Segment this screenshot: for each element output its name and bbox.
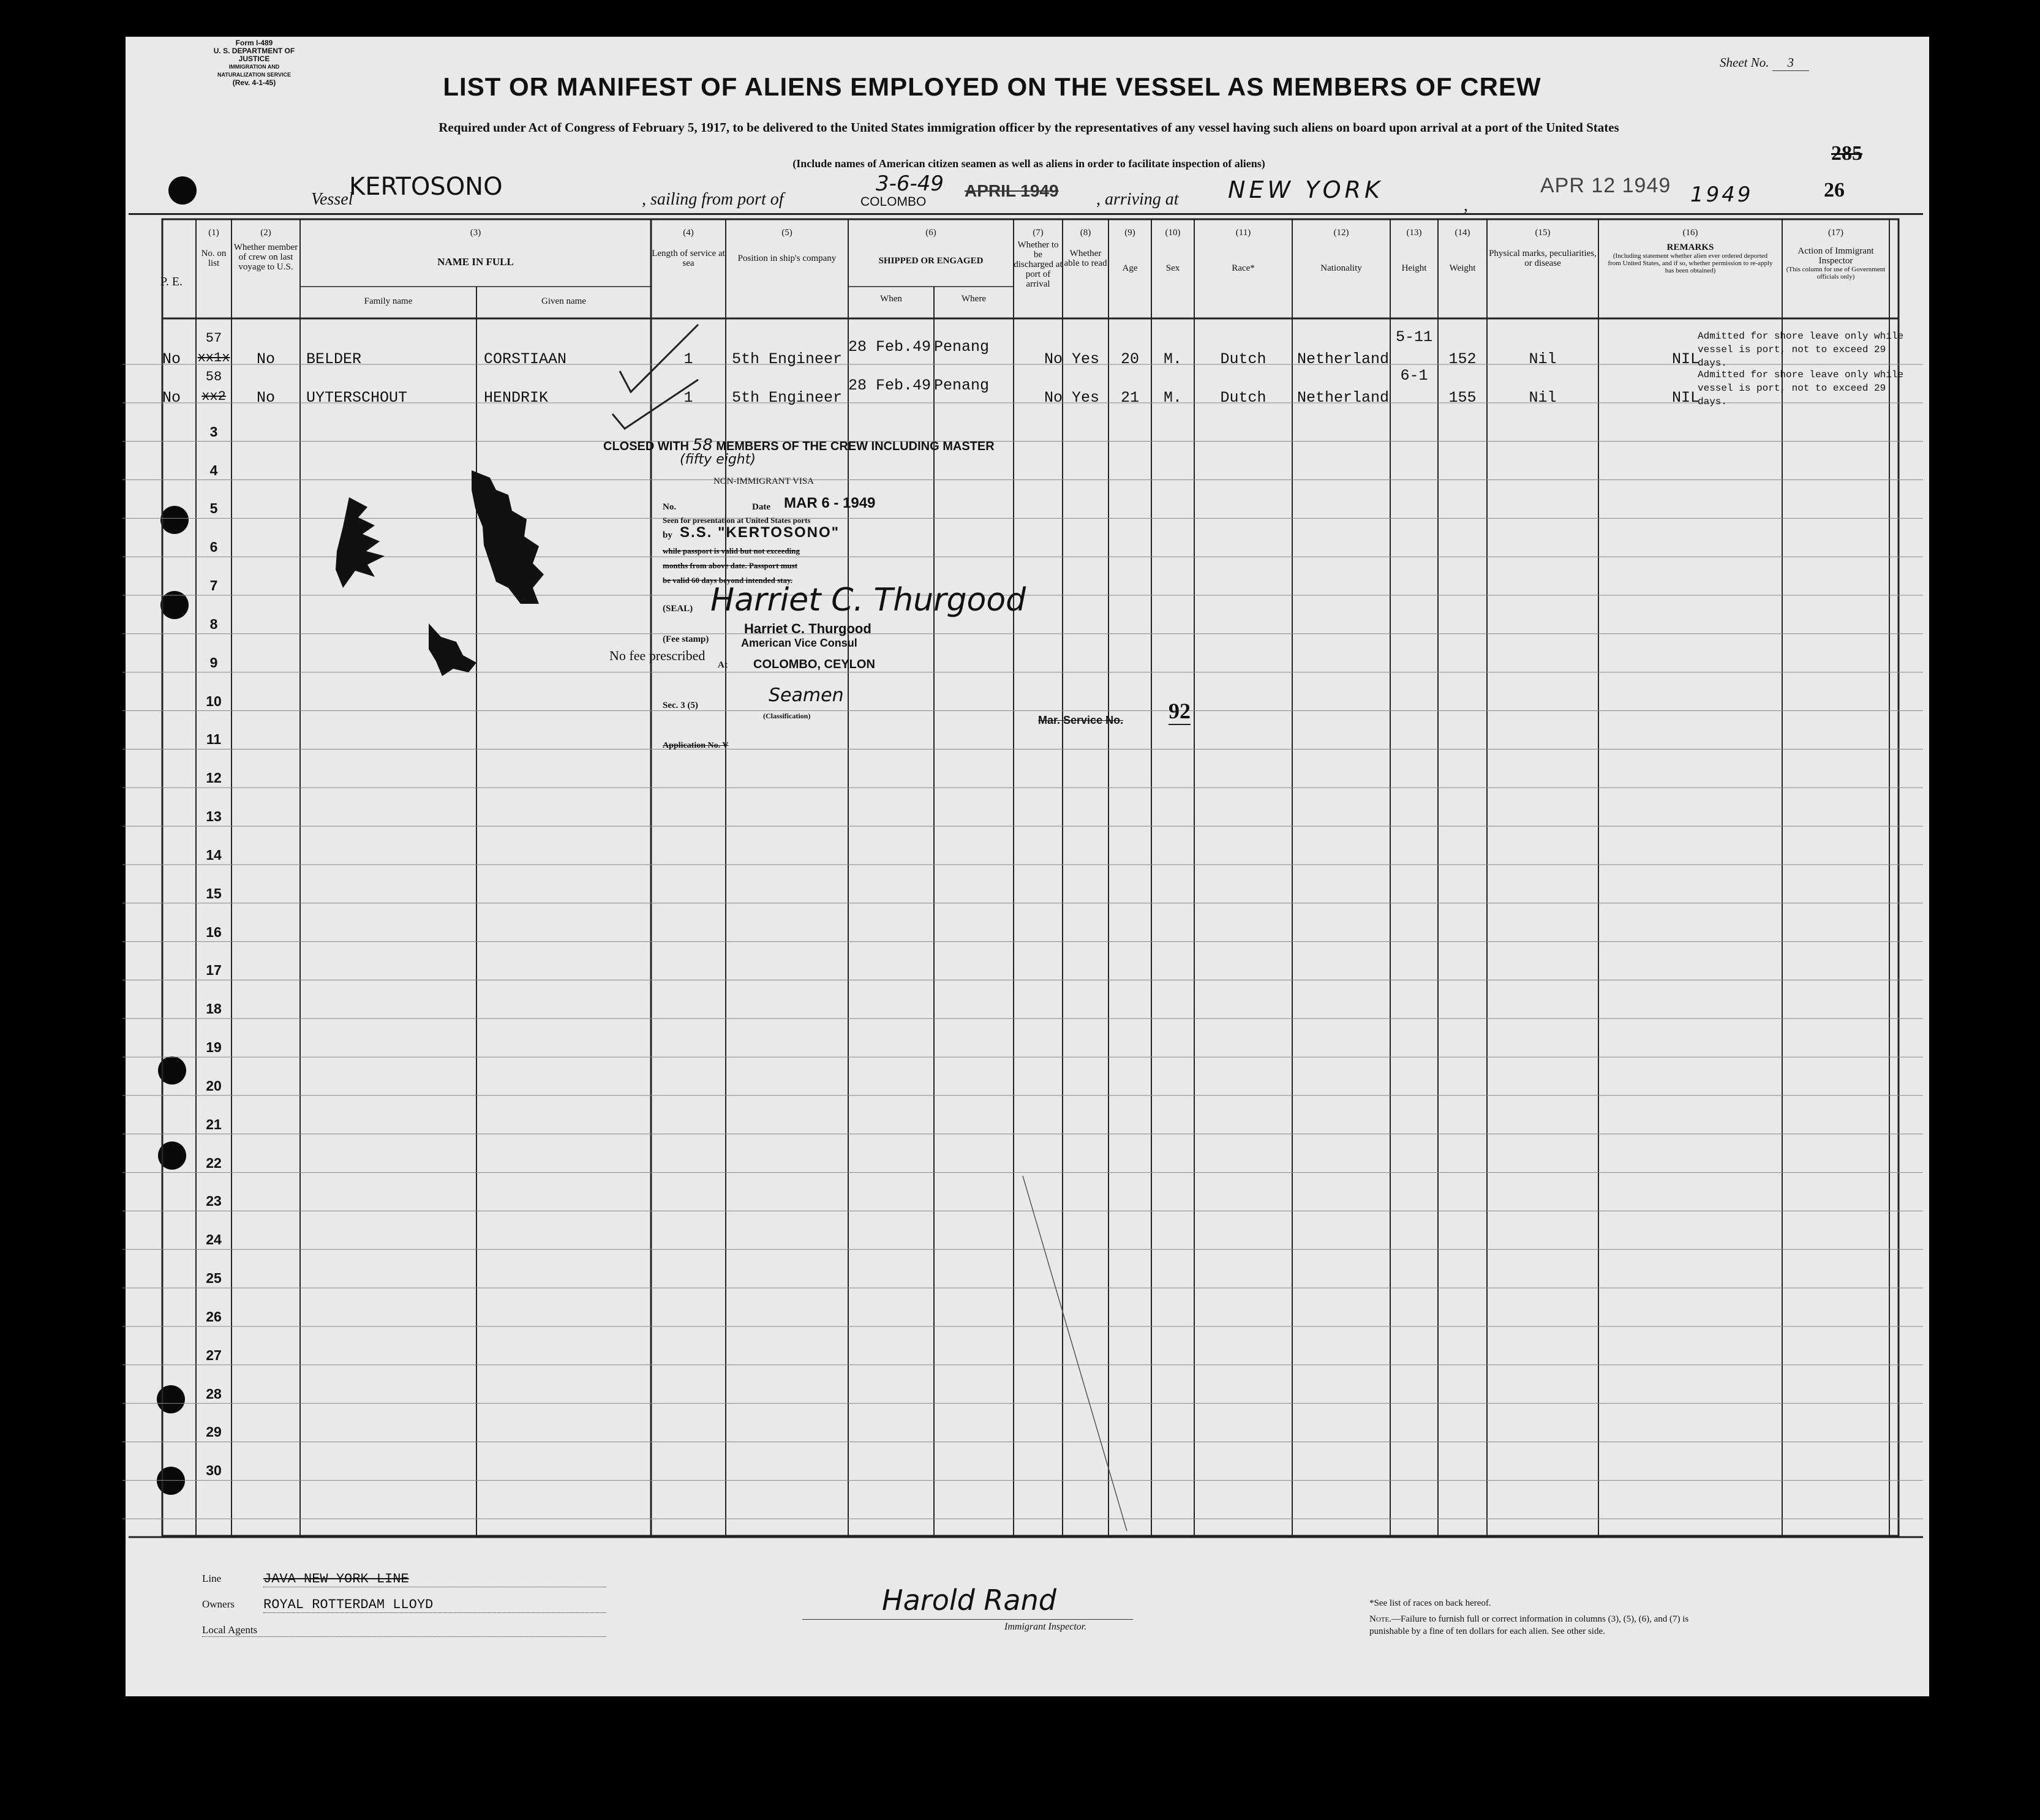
crew-when: 28 Feb.49 bbox=[848, 377, 932, 395]
crew-family: UYTERSCHOUT bbox=[306, 389, 408, 407]
closed-count: 58 bbox=[692, 436, 713, 454]
include-names-text: (Include names of American citizen seamen as well as aliens in order to facilitate inspection of aliens) bbox=[792, 157, 1265, 170]
crew-marks: Nil bbox=[1529, 350, 1557, 368]
crew-pe: No bbox=[162, 389, 181, 407]
sailing-port: COLOMBO bbox=[860, 195, 927, 209]
col-10-num: (10) bbox=[1165, 228, 1181, 238]
form-revision: (Rev. 4-1-45) bbox=[232, 78, 276, 87]
visa-valid-text-3: be valid 60 days beyond intended stay. bbox=[663, 576, 793, 585]
sailing-label: , sailing from port of bbox=[642, 190, 784, 209]
col-3-num: (3) bbox=[470, 228, 481, 238]
arrival-port: NEW YORK bbox=[1228, 176, 1383, 203]
arriving-label: , arriving at bbox=[1096, 190, 1179, 209]
visa-classification: Seamen bbox=[769, 685, 844, 706]
consul-name: Harriet C. Thurgood bbox=[744, 621, 871, 636]
col-4-label: Length of service at sea bbox=[652, 249, 725, 268]
struck-page-number: 285 bbox=[1831, 142, 1862, 165]
col-14-num: (14) bbox=[1455, 228, 1470, 238]
visa-valid-text-2: months from above date. Passport must bbox=[663, 561, 798, 570]
given-name-header: Given name bbox=[541, 296, 586, 306]
crew-given: CORSTIAAN bbox=[484, 350, 567, 368]
department-name: U. S. DEPARTMENT OF JUSTICE bbox=[213, 47, 295, 63]
row-number: 3 bbox=[209, 423, 218, 440]
row-number: 8 bbox=[209, 615, 218, 632]
crew-where: Penang bbox=[934, 338, 990, 356]
crew-list-number: 57 bbox=[205, 331, 222, 346]
crew-height: 6-1 bbox=[1400, 367, 1428, 385]
vessel-name: KERTOSONO bbox=[349, 173, 503, 201]
visa-date-label: Date bbox=[752, 502, 770, 512]
struck-sailing-date: APRIL 1949 bbox=[965, 181, 1059, 200]
col-6-label: SHIPPED OR ENGAGED bbox=[878, 256, 984, 266]
visa-stamp bbox=[663, 476, 865, 487]
crew-remarks: NIL bbox=[1671, 350, 1699, 368]
crew-read: Yes bbox=[1071, 350, 1099, 368]
visa-seal-label: (SEAL) bbox=[663, 604, 693, 614]
row-number: 29 bbox=[206, 1424, 222, 1440]
col-11-label: Race* bbox=[1232, 263, 1255, 273]
inspector-rule bbox=[802, 1619, 1133, 1620]
mar-service-label: Mar. Service No. bbox=[1038, 714, 1124, 726]
row-number: 17 bbox=[206, 962, 222, 979]
where-header: Where bbox=[962, 294, 986, 304]
crew-action: Admitted for shore leave only while vessel is port, not to exceed 29 days. bbox=[1698, 331, 1904, 369]
crew-discharged: No bbox=[1044, 350, 1063, 368]
col-17-label: Action of Immigrant Inspector bbox=[1797, 246, 1874, 266]
col-16-label: REMARKS bbox=[1666, 243, 1714, 252]
row-number: 22 bbox=[206, 1154, 222, 1171]
row-number: 24 bbox=[206, 1232, 222, 1248]
col-2-num: (2) bbox=[260, 228, 271, 238]
no-fee-prescribed: No fee prescribed bbox=[609, 648, 706, 663]
visa-vessel: S.S. "KERTOSONO" bbox=[680, 524, 840, 541]
crew-remarks: NIL bbox=[1671, 389, 1699, 407]
row-number: 15 bbox=[206, 885, 222, 901]
line-value: JAVA NEW YORK LINE bbox=[263, 1571, 606, 1587]
closing-statement bbox=[603, 436, 995, 454]
visa-at-label: At bbox=[718, 660, 728, 670]
col-15-label: Physical marks, peculiarities, or disease bbox=[1489, 249, 1597, 268]
when-header: When bbox=[880, 294, 902, 304]
col-2-label: Whether member of crew on last voyage to U.S. bbox=[233, 243, 298, 272]
crew-age: 20 bbox=[1120, 350, 1139, 368]
crew-service: 1 bbox=[683, 350, 693, 368]
mar-service-number: 92 bbox=[1169, 698, 1191, 725]
crew-last: No bbox=[256, 389, 275, 407]
row-number: 27 bbox=[206, 1347, 222, 1363]
visa-by-label: by bbox=[663, 530, 672, 540]
inspector-signature: Harold Rand bbox=[882, 1584, 1056, 1617]
sheet-label: Sheet No. bbox=[1720, 55, 1769, 70]
row-number: 30 bbox=[206, 1462, 222, 1479]
row-number: 23 bbox=[206, 1193, 222, 1209]
crew-action: Admitted for shore leave only while vessel is port, not to exceed 29 days. bbox=[1698, 369, 1904, 408]
col-7-label: Whether to be discharged at port of arrival bbox=[1014, 240, 1063, 289]
row-number: 10 bbox=[206, 693, 222, 709]
col-12-label: Nationality bbox=[1320, 263, 1362, 273]
page-title: LIST OR MANIFEST OF ALIENS EMPLOYED ON THE VESSEL AS MEMBERS OF CREW bbox=[443, 72, 1541, 101]
line-label: Line bbox=[202, 1573, 222, 1584]
consul-title: American Vice Consul bbox=[741, 637, 857, 649]
col-8-num: (8) bbox=[1080, 228, 1091, 238]
required-under-text: Required under Act of Congress of February 5, 1917, to be delivered to the United States immigration officer by the representatives of any vessel having such aliens on board upon arrival at a port of the United States bbox=[438, 120, 1619, 135]
closed-suffix: MEMBERS OF THE CREW INCLUDING MASTER bbox=[716, 440, 995, 453]
crew-sex: M. bbox=[1163, 350, 1182, 368]
visa-date: MAR 6 - 1949 bbox=[784, 495, 876, 511]
col-14-label: Weight bbox=[1449, 263, 1476, 273]
closed-prefix: CLOSED WITH bbox=[603, 440, 689, 453]
col-13-label: Height bbox=[1401, 263, 1427, 273]
col-12-num: (12) bbox=[1333, 228, 1349, 238]
visa-heading: NON-IMMIGRANT VISA bbox=[713, 476, 815, 486]
notary-seal-left bbox=[336, 497, 385, 588]
crew-race: Dutch bbox=[1220, 389, 1267, 407]
crew-discharged: No bbox=[1044, 389, 1063, 407]
note-text: —Failure to furnish full or correct information in columns (3), (5), (6), and (7) is punishable by a fine of ten dollars for each alien. See other side. bbox=[1369, 1614, 1689, 1636]
row-number: 9 bbox=[209, 654, 218, 671]
crew-row-mark: xx2 bbox=[201, 389, 226, 405]
comma: , bbox=[1464, 196, 1468, 215]
owners-value: ROYAL ROTTERDAM LLOYD bbox=[263, 1597, 606, 1613]
consul-signature: Harriet C. Thurgood bbox=[710, 582, 1026, 619]
visa-valid-text-1: while passport is valid but not exceeding bbox=[663, 546, 800, 555]
crew-nationality: Netherland bbox=[1297, 350, 1390, 368]
local-agents-label: Local Agents bbox=[202, 1624, 606, 1637]
row-number: 14 bbox=[206, 846, 222, 863]
form-number: Form I-489 bbox=[235, 39, 273, 47]
visa-section-label: Sec. 3 (5) bbox=[663, 701, 698, 710]
page-number: 26 bbox=[1824, 179, 1845, 201]
notary-seal-right bbox=[472, 470, 544, 604]
sailing-date: 3-6-49 bbox=[876, 171, 944, 196]
crew-race: Dutch bbox=[1220, 350, 1267, 368]
row-number: 21 bbox=[206, 1116, 222, 1132]
col-3-label: NAME IN FULL bbox=[437, 256, 514, 268]
visa-application-label: Application No. V bbox=[663, 741, 729, 750]
visa-location: COLOMBO, CEYLON bbox=[753, 658, 875, 671]
row-number: 4 bbox=[209, 462, 218, 478]
crew-given: HENDRIK bbox=[484, 389, 549, 407]
row-number: 13 bbox=[206, 808, 222, 825]
crew-family: BELDER bbox=[306, 350, 362, 368]
races-note: *See list of races on back hereof. bbox=[1369, 1598, 1491, 1608]
note-label: Note. bbox=[1369, 1614, 1391, 1624]
notary-seal-bottom bbox=[429, 623, 476, 676]
col-9-label: Age bbox=[1122, 263, 1138, 273]
fine-note bbox=[1369, 1613, 1712, 1638]
visa-classification-label: (Classification) bbox=[763, 712, 811, 720]
col-17-num: (17) bbox=[1828, 228, 1843, 238]
crew-list-number: 58 bbox=[205, 369, 222, 385]
row-number: 5 bbox=[209, 500, 218, 517]
row-number: 20 bbox=[206, 1077, 222, 1094]
col-5-num: (5) bbox=[781, 228, 792, 238]
row-number: 16 bbox=[206, 923, 222, 940]
crew-height: 5-11 bbox=[1395, 328, 1432, 346]
col-17-note: (This column for use of Government officials only) bbox=[1786, 266, 1886, 280]
crew-age: 21 bbox=[1120, 389, 1139, 407]
col-5-label: Position in ship's company bbox=[737, 254, 837, 263]
row-number: 25 bbox=[206, 1270, 222, 1287]
col-1-num: (1) bbox=[208, 228, 219, 238]
arrival-date-stamp: APR 12 1949 bbox=[1540, 174, 1671, 197]
row-number: 7 bbox=[209, 577, 218, 594]
crew-weight: 152 bbox=[1448, 350, 1477, 368]
col-6-num: (6) bbox=[925, 228, 936, 238]
pe-header: P. E. bbox=[160, 275, 183, 288]
crew-where: Penang bbox=[934, 377, 990, 395]
visa-fee-label: (Fee stamp) bbox=[663, 634, 709, 644]
service-name: IMMIGRATION AND NATURALIZATION SERVICE bbox=[217, 64, 291, 78]
row-number: 19 bbox=[206, 1039, 222, 1056]
crew-marks: Nil bbox=[1529, 389, 1557, 407]
col-9-num: (9) bbox=[1124, 228, 1135, 238]
row-number: 11 bbox=[206, 731, 222, 748]
row-number: 26 bbox=[206, 1308, 222, 1325]
col-1-label: No. on list bbox=[201, 249, 227, 268]
crew-position: 5th Engineer bbox=[732, 389, 843, 407]
col-16-num: (16) bbox=[1682, 228, 1698, 238]
crew-row-mark: xx1x bbox=[197, 350, 230, 366]
visa-number-label: No. bbox=[663, 502, 677, 512]
sheet-value: 3 bbox=[1772, 55, 1809, 71]
closed-count-words: (fifty eight) bbox=[680, 452, 756, 467]
crew-read: Yes bbox=[1071, 389, 1099, 407]
crew-weight: 155 bbox=[1448, 389, 1477, 407]
stray-pen-line bbox=[1023, 1176, 1127, 1531]
crew-service: 1 bbox=[683, 389, 693, 407]
crew-nationality: Netherland bbox=[1297, 389, 1390, 407]
col-13-num: (13) bbox=[1406, 228, 1422, 238]
arrival-year: 1949 bbox=[1690, 182, 1753, 207]
inspector-label: Immigrant Inspector. bbox=[1004, 1622, 1087, 1632]
col-10-label: Sex bbox=[1165, 263, 1180, 273]
visa-seen-text: Seen for presentation at United States ports bbox=[663, 516, 811, 525]
row-number: 12 bbox=[206, 770, 222, 786]
vessel-label: Vessel bbox=[311, 190, 353, 209]
family-name-header: Family name bbox=[364, 296, 413, 306]
checkmark bbox=[620, 325, 698, 392]
col-11-num: (11) bbox=[1235, 228, 1251, 238]
crew-last: No bbox=[256, 350, 275, 368]
col-16-note: (Including statement whether alien ever ordered deported from United States, and if so, whether permission to re-apply has been obtained) bbox=[1608, 252, 1773, 274]
owners-label: Owners bbox=[202, 1598, 235, 1610]
row-number: 6 bbox=[209, 539, 218, 555]
checkmark bbox=[612, 380, 698, 429]
crew-position: 5th Engineer bbox=[732, 350, 843, 368]
row-number: 28 bbox=[206, 1385, 222, 1402]
crew-pe: No bbox=[162, 350, 181, 368]
col-15-num: (15) bbox=[1535, 228, 1551, 238]
col-8-label: Whether able to read bbox=[1064, 249, 1107, 268]
crew-sex: M. bbox=[1163, 389, 1182, 407]
crew-when: 28 Feb.49 bbox=[848, 338, 932, 356]
col-7-num: (7) bbox=[1033, 228, 1044, 238]
row-number: 18 bbox=[206, 1001, 222, 1017]
col-4-num: (4) bbox=[683, 228, 694, 238]
